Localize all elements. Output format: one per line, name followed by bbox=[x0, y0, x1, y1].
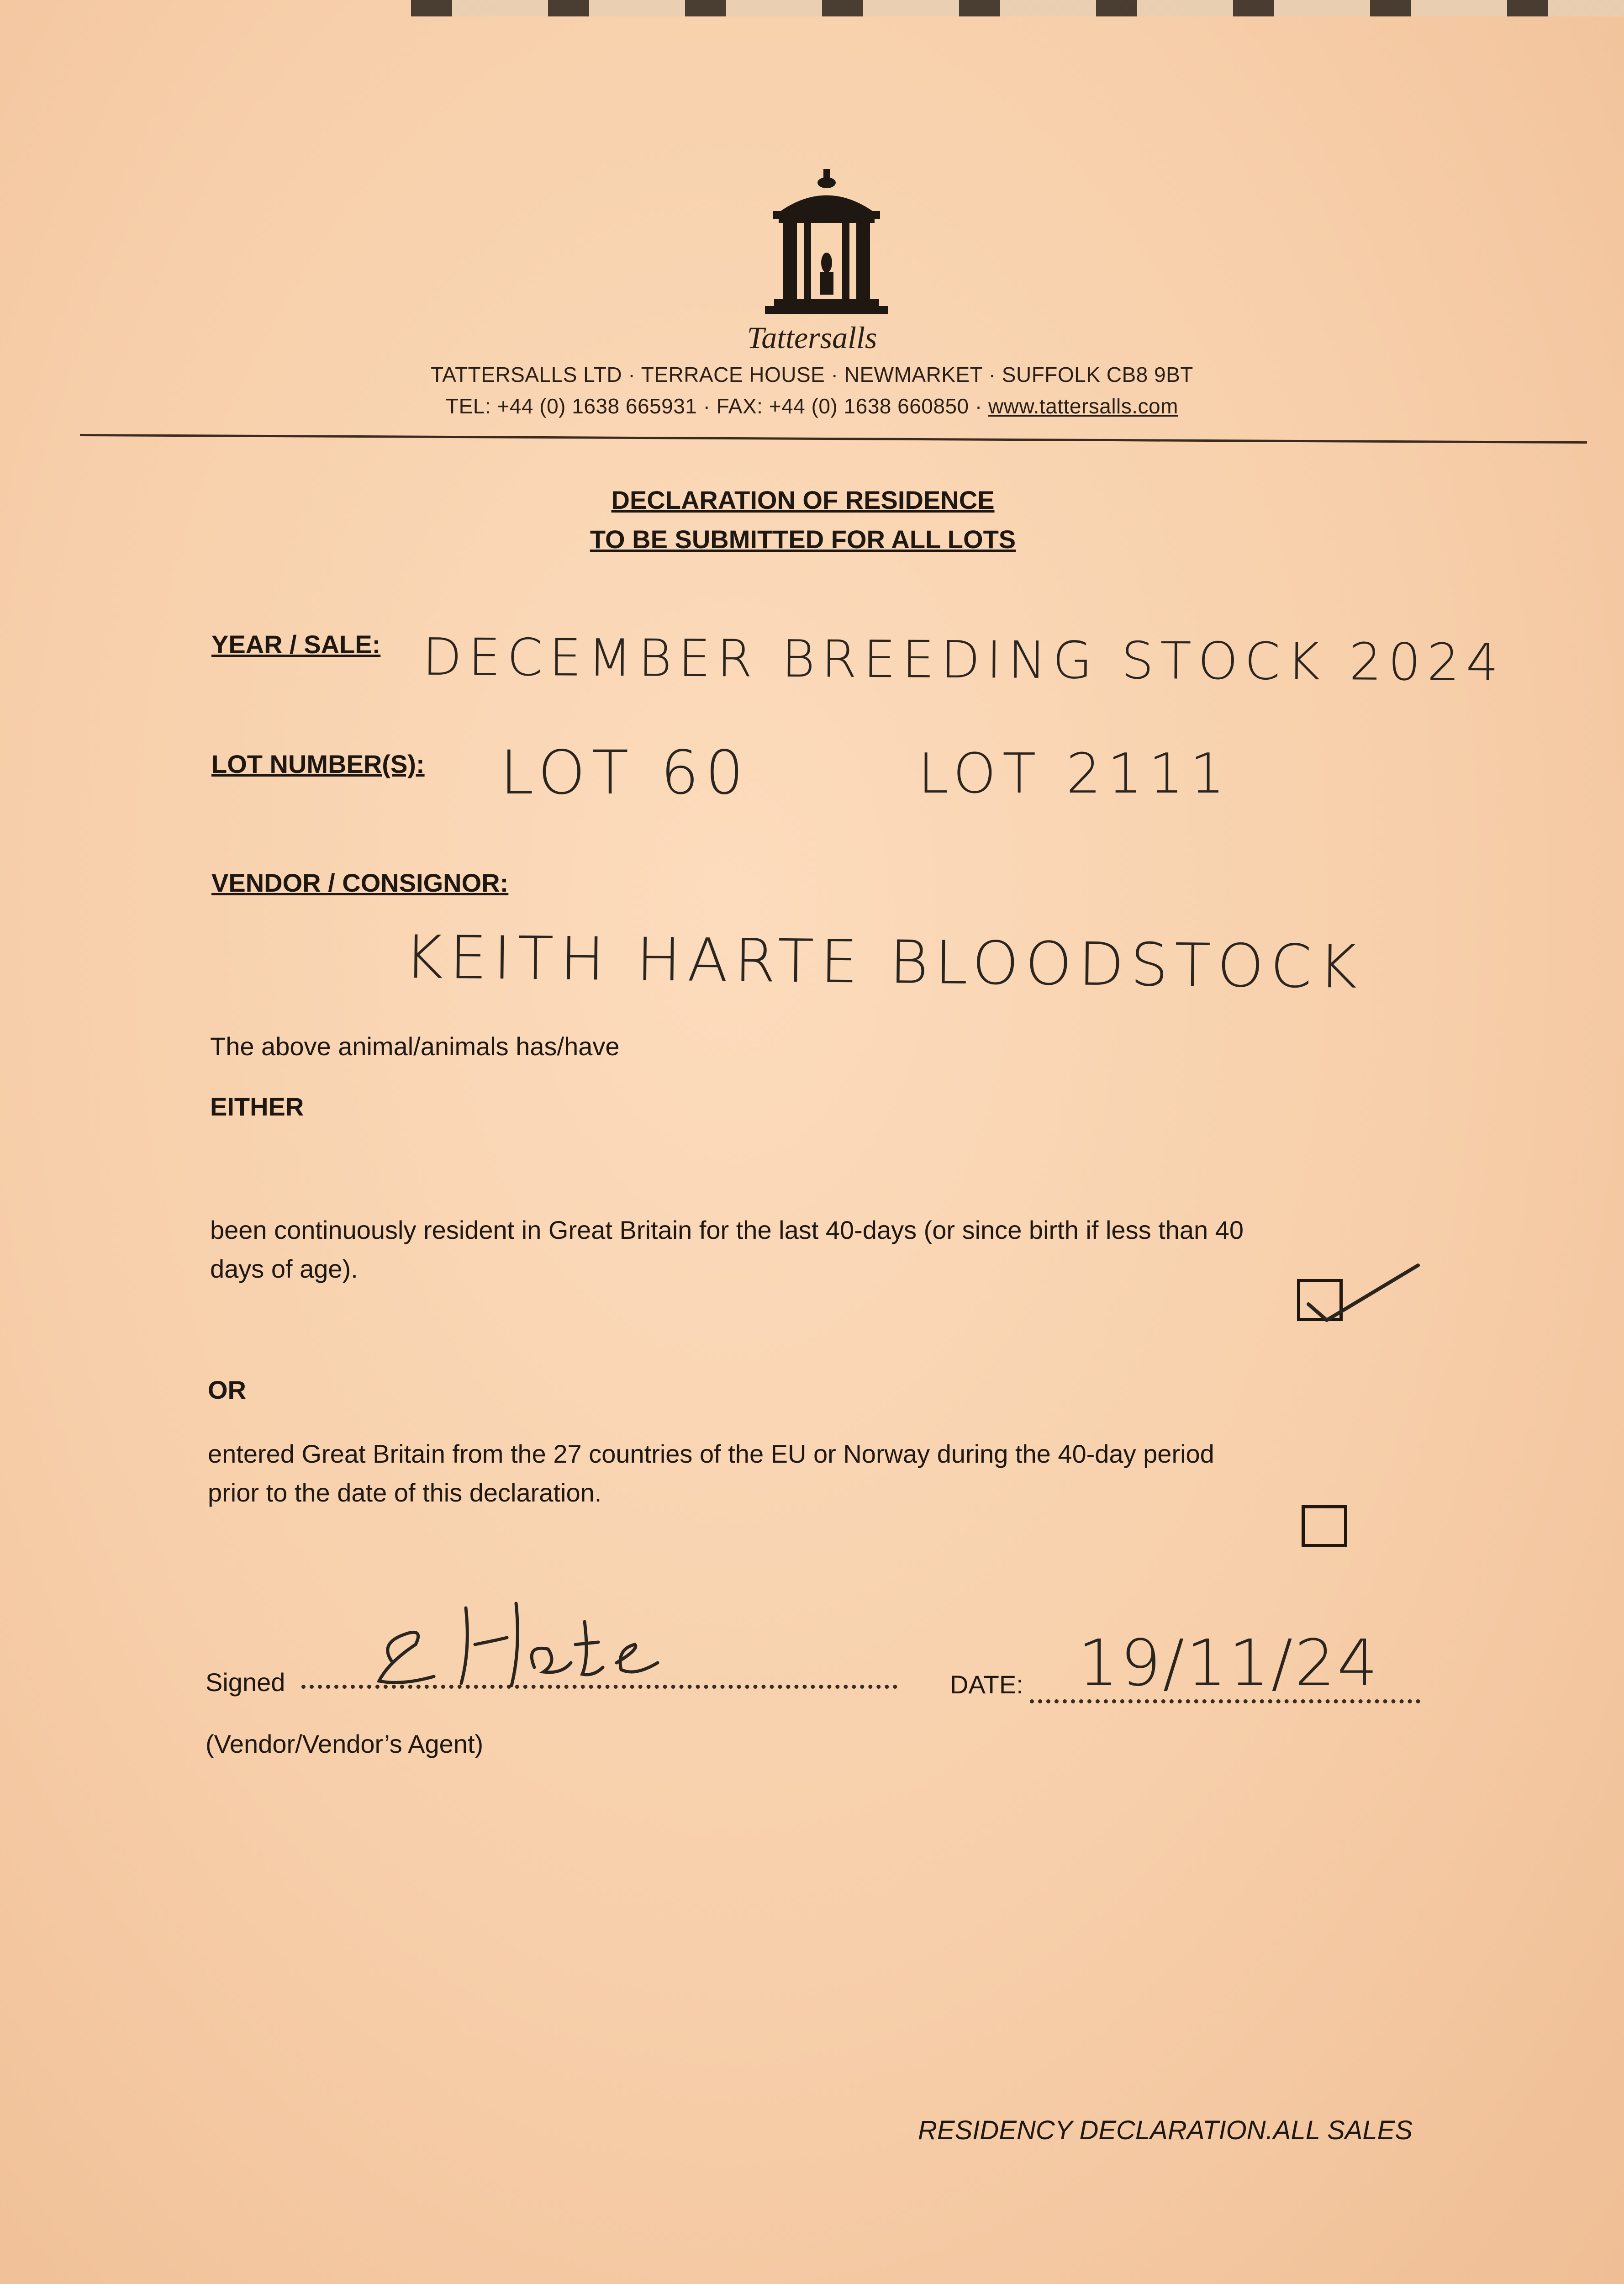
date-value: 19/11/24 bbox=[1078, 1626, 1380, 1701]
lot-number-2: LOT 2111 bbox=[918, 742, 1231, 806]
or-label: OR bbox=[208, 1375, 246, 1404]
signed-label: Signed bbox=[206, 1668, 285, 1697]
contact-line bbox=[0, 394, 1624, 418]
form-subtitle: TO BE SUBMITTED FOR ALL LOTS bbox=[590, 525, 1016, 554]
vendor-label: VENDOR / CONSIGNOR: bbox=[211, 868, 509, 897]
option2-checkbox[interactable] bbox=[1302, 1505, 1347, 1547]
tattersalls-rotunda-logo bbox=[760, 169, 893, 320]
date-label: DATE: bbox=[950, 1670, 1023, 1699]
intro-text: The above animal/animals has/have bbox=[210, 1032, 620, 1061]
vendor-value: KEITH HARTE BLOODSTOCK bbox=[404, 922, 1364, 1002]
lot-number-1: LOT 60 bbox=[500, 738, 750, 808]
signer-role: (Vendor/Vendor’s Agent) bbox=[206, 1729, 484, 1758]
header-divider bbox=[80, 434, 1587, 444]
signature-scribble bbox=[361, 1594, 690, 1704]
option1-text-line1: been continuously resident in Great Britain for the last 40-days (or since birth if less than 40 bbox=[210, 1216, 1244, 1244]
background-strip bbox=[411, 0, 1624, 16]
phone-fax: TEL: +44 (0) 1638 665931 · FAX: +44 (0) 1638 660850 · bbox=[446, 394, 989, 418]
option2-text-line2: prior to the date of this declaration. bbox=[208, 1478, 602, 1507]
option1-text-line2: days of age). bbox=[210, 1254, 358, 1283]
either-label: EITHER bbox=[210, 1092, 304, 1121]
year-sale-label: YEAR / SALE: bbox=[211, 630, 381, 659]
checkmark-icon bbox=[1304, 1261, 1423, 1329]
form-code: RESIDENCY DECLARATION.ALL SALES bbox=[918, 2115, 1413, 2145]
website-link[interactable]: www.tattersalls.com bbox=[988, 394, 1178, 418]
lot-numbers-label: LOT NUMBER(S): bbox=[211, 750, 425, 778]
form-title: DECLARATION OF RESIDENCE bbox=[611, 486, 995, 514]
option2-text-line1: entered Great Britain from the 27 countries of the EU or Norway during the 40-day period bbox=[208, 1439, 1214, 1468]
company-address: TATTERSALLS LTD · TERRACE HOUSE · NEWMARKET · SUFFOLK CB8 9BT bbox=[431, 363, 1193, 386]
year-sale-value: DECEMBER BREEDING STOCK 2024 bbox=[422, 627, 1505, 693]
brand-name: Tattersalls bbox=[747, 320, 877, 355]
